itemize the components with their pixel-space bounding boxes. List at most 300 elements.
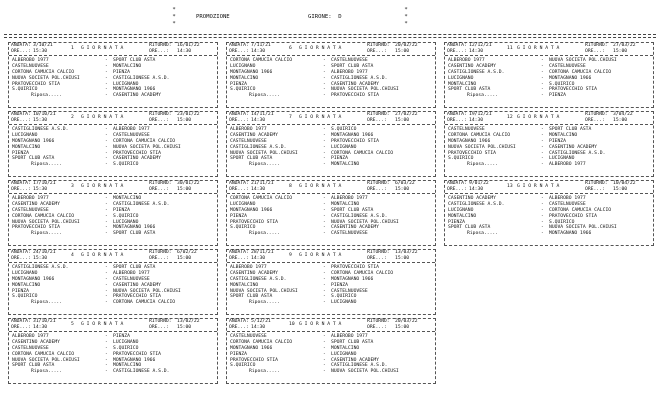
bye-row [227,231,435,237]
ore-label: ORE...: [367,325,387,330]
away-team: S.QUIRICO [331,294,357,300]
match-dash: - [105,132,108,138]
match-dash: - [105,345,108,351]
match-dash: - [105,339,108,345]
andata-date: 3/10/21 [33,43,53,48]
riposa-label: Riposa..... [31,369,63,375]
away-team: PIENZA [113,334,130,339]
match-dash: - [323,369,326,375]
andata-date: 19/12/21 [469,112,492,117]
match-dash: - [323,87,326,93]
home-team: CASENTINO ACADEMY [12,339,60,345]
andata-date: 10/10/21 [33,112,56,117]
away-team: CASTELNUOVESE [331,288,368,294]
andata-label: ANDATA: [229,319,249,324]
ore-label: ORE...: [229,118,249,123]
andata-label: ANDATA: [229,112,249,117]
header-banner [172,6,408,30]
giornata-number: 7 [289,115,292,120]
match-dash: - [323,127,326,132]
ritorno-date: 20/02/22 [395,43,418,48]
riposa-label: Riposa..... [31,300,63,306]
group-label: GIRONE: D [308,14,342,20]
match-dash: - [323,363,326,369]
giornata-number: 13 [507,184,513,189]
andata-time: 15:30 [33,256,48,261]
match-list [227,332,435,375]
away-team: ALBEROBO 1977 [549,196,586,201]
andata-date: 5/12/21 [251,319,271,324]
match-dash: - [105,162,108,168]
away-team: S.QUIRICO [549,81,575,87]
bye-row [9,93,217,99]
away-team: MONTALCINO [549,132,578,138]
card-header [9,319,217,332]
card-header [445,181,653,194]
match-dash: - [105,231,108,237]
match-dash: - [105,357,108,363]
andata-time: 14:30 [469,118,484,123]
home-team: CASTIGLIONESE A.S.D. [448,69,505,75]
andata-date: 12/12/21 [469,43,492,48]
away-team: ALBEROBO 1977 [113,270,150,276]
andata-time: 15:30 [33,187,48,192]
giornata-card [8,180,218,246]
andata-time: 14:30 [251,187,266,192]
ore-label: ORE...: [11,325,31,330]
match-dash: - [323,58,326,63]
ritorno-time: 15:00 [395,49,410,54]
giornata-card [8,249,218,315]
home-team: SPORT CLUB ASTA [12,156,55,162]
away-team: CASTIGLIONESE A.S.D. [331,213,388,219]
riposa-label: Riposa..... [467,93,499,99]
andata-label: ANDATA: [229,181,249,186]
home-team: PIENZA [12,288,29,294]
match-dash: - [105,196,108,201]
match-dash: - [105,69,108,75]
match-dash: - [105,81,108,87]
away-team: CORTONA CAMUCIA CALCIO [549,207,612,213]
ore-label: ORE...: [149,325,169,330]
match-dash: - [323,150,326,156]
away-team: MONTALCINO [331,201,360,207]
giornata-card [444,42,654,108]
home-team: LUCIGNANO [12,270,38,276]
home-team: ALBEROBO 1977 [230,265,267,270]
away-team: PRATOVECCHIO STIA [113,351,161,357]
away-team: MONTALCINO [113,63,142,69]
home-team: MONTAGNANO 1966 [12,138,55,144]
away-team: S.QUIRICO [113,345,139,351]
match-dash: - [105,138,108,144]
match-dash: - [323,207,326,213]
away-team: S.QUIRICO [549,219,575,225]
away-team: CASTELNUOVESE [549,63,586,69]
match-dash: - [323,75,326,81]
match-dash: - [541,213,544,219]
giornata-card [226,249,436,315]
home-team: NUOVA SOCIETA POL.CHIUSI [230,150,298,156]
home-team: SPORT CLUB ASTA [448,87,491,93]
giornata-card [8,42,218,108]
home-team: PIENZA [448,219,465,225]
giornata-number: 5 [71,322,74,327]
match-dash: - [105,282,108,288]
ritorno-time: 15:00 [177,187,192,192]
ritorno-date: 13/02/22 [177,319,200,324]
ritorno-date: 23/01/22 [177,112,200,117]
away-team: PRATOVECCHIO STIA [113,150,161,156]
bye-row [227,162,435,168]
home-team: ALBEROBO 1977 [12,334,49,339]
ore-label: ORE...: [367,49,387,54]
away-team: PRATOVECCHIO STIA [331,138,379,144]
giornata-label: G I O R N A T A [299,115,342,120]
home-team: LUCIGNANO [230,201,256,207]
ritorno-label: RITORNO: [149,181,172,186]
giornata-card [226,318,436,384]
match-dash: - [105,201,108,207]
ritorno-label: RITORNO: [149,112,172,117]
riposa-label: Riposa..... [249,231,281,237]
home-team: CASTELNUOVESE [12,63,49,69]
match-list [445,56,653,99]
match-dash: - [541,231,544,237]
home-team: NUOVA SOCIETA POL.CHIUSI [12,357,80,363]
giornata-card [226,180,436,246]
home-team: MONTALCINO [230,75,259,81]
match-list [227,56,435,99]
home-team: LUCIGNANO [12,132,38,138]
andata-date: 14/11/21 [251,112,274,117]
match-dash: - [105,288,108,294]
home-team: CORTONA CAMUCIA CALCIO [12,69,75,75]
away-team: CORTONA CAMUCIA CALCIO [331,270,394,276]
ritorno-label: RITORNO: [149,319,172,324]
andata-label: ANDATA: [11,112,31,117]
match-dash: - [541,69,544,75]
away-team: CASENTINO ACADEMY [331,225,379,231]
ore-label: ORE...: [11,118,31,123]
ritorno-date: 27/03/22 [613,43,636,48]
home-team: PRATOVECCHIO STIA [12,81,60,87]
match-dash: - [323,345,326,351]
andata-label: ANDATA: [447,43,467,48]
home-team: CASTELNUOVESE [12,207,49,213]
match-dash: - [323,138,326,144]
bye-row [9,231,217,237]
home-team: PIENZA [12,150,29,156]
giornata-card [444,111,654,177]
home-team: PIENZA [230,351,247,357]
away-team: PIENZA [331,282,348,288]
away-team: ALBEROBO 1977 [331,69,368,75]
match-dash: - [323,300,326,306]
away-team: CORTONA CAMUCIA CALCIO [331,150,394,156]
giornata-label: G I O R N A T A [299,253,342,258]
away-team: PIENZA [113,69,130,75]
match-dash: - [323,276,326,282]
bye-row [9,300,217,306]
banner-star: * [404,7,408,13]
match-dash: - [323,231,326,237]
giornata-label: G I O R N A T A [517,115,560,120]
match-list [9,194,217,237]
andata-time: 14:30 [469,49,484,54]
giornata-number: 11 [507,46,513,51]
ore-label: ORE...: [367,118,387,123]
home-team: LUCIGNANO [230,63,256,69]
away-team: MONTALCINO [331,345,360,351]
andata-date: 28/11/21 [251,250,274,255]
home-team: CASTELNUOVESE [12,345,49,351]
away-team: CASTIGLIONESE A.S.D. [331,75,388,81]
giornata-card [226,42,436,108]
home-team: PRATOVECCHIO STIA [448,150,496,156]
home-team: CASTELNUOVESE [448,127,485,132]
ore-label: ORE...: [149,187,169,192]
riposa-label: Riposa..... [249,369,281,375]
home-team: MONTAGNANO 1966 [12,276,55,282]
top-rule [4,34,656,35]
andata-time: 14:30 [251,325,266,330]
ore-label: ORE...: [229,49,249,54]
match-dash: - [541,201,544,207]
match-dash: - [541,207,544,213]
home-team: CASTIGLIONESE A.S.D. [12,265,69,270]
match-dash: - [541,58,544,63]
andata-label: ANDATA: [11,319,31,324]
ore-label: ORE...: [367,187,387,192]
home-team: LUCIGNANO [448,207,474,213]
away-team: SPORT CLUB ASTA [331,63,374,69]
match-dash: - [105,225,108,231]
home-team: S.QUIRICO [230,363,256,369]
bye-team: SPORT CLUB ASTA [113,231,156,237]
giornata-number: 2 [71,115,74,120]
giornata-number: 10 [289,322,295,327]
ritorno-time: 15:00 [177,256,192,261]
match-dash: - [323,351,326,357]
giornata-label: G I O R N A T A [517,46,560,51]
home-team: S.QUIRICO [230,87,256,93]
away-team: CASTELNUOVESE [331,58,368,63]
ore-label: ORE...: [11,49,31,54]
away-team: LUCIGNANO [113,339,139,345]
card-header [227,250,435,263]
away-team: CASTELNUOVESE [113,132,150,138]
match-dash: - [323,132,326,138]
match-dash: - [105,127,108,132]
ritorno-label: RITORNO: [367,250,390,255]
ore-label: ORE...: [447,118,467,123]
ritorno-time: 15:00 [177,325,192,330]
away-team: PRATOVECCHIO STIA [549,87,597,93]
home-team: CASENTINO ACADEMY [230,132,278,138]
ritorno-date: 20/03/22 [395,319,418,324]
away-team: ALBEROBO 1977 [331,196,368,201]
riposa-label: Riposa..... [249,300,281,306]
top-rule [4,37,656,38]
andata-time: 15:30 [33,49,48,54]
match-dash: - [541,150,544,156]
bye-row [445,162,653,168]
match-dash: - [323,81,326,87]
match-dash: - [105,294,108,300]
home-team: CORTONA CAMUCIA CALCIO [12,213,75,219]
card-header [445,112,653,125]
banner-star: * [172,7,176,13]
riposa-label: Riposa..... [31,231,63,237]
bye-row [9,162,217,168]
away-team: PRATOVECCHIO STIA [113,294,161,300]
andata-time: 14:30 [251,256,266,261]
match-dash: - [105,213,108,219]
ore-label: ORE...: [367,256,387,261]
away-team: CASENTINO ACADEMY [113,156,161,162]
match-list [227,263,435,306]
giornata-number: 1 [71,46,74,51]
home-team: CORTONA CAMUCIA CALCIO [448,132,511,138]
match-dash: - [323,196,326,201]
match-dash: - [323,357,326,363]
away-team: MONTALCINO [113,363,142,369]
ritorno-label: RITORNO: [585,181,608,186]
match-dash: - [105,207,108,213]
home-team: CORTONA CAMUCIA CALCIO [230,58,293,63]
away-team: SPORT CLUB ASTA [113,58,156,63]
giornata-label: G I O R N A T A [299,184,342,189]
home-team: CASENTINO ACADEMY [448,63,496,69]
away-team: SPORT CLUB ASTA [549,127,592,132]
andata-date: 9/01/22 [469,181,489,186]
home-team: CASTIGLIONESE A.S.D. [230,276,287,282]
away-team: PIENZA [331,156,348,162]
ritorno-date: 10/04/22 [613,181,636,186]
bye-row [227,300,435,306]
riposa-label: Riposa..... [31,162,63,168]
away-team: ALBEROBO 1977 [331,334,368,339]
giornata-label: G I O R N A T A [299,322,342,327]
ritorno-time: 15:00 [177,118,192,123]
andata-time: 15:30 [33,118,48,123]
home-team: MONTAGNANO 1966 [230,207,273,213]
match-dash: - [105,351,108,357]
home-team: ALBEROBO 1977 [12,58,49,63]
ritorno-label: RITORNO: [149,250,172,255]
ore-label: ORE...: [585,187,605,192]
match-list [227,125,435,168]
home-team: MONTALCINO [12,282,41,288]
away-team: CASTIGLIONESE A.S.D. [113,201,170,207]
andata-date: 7/11/21 [251,43,271,48]
card-header [227,43,435,56]
away-team: NUOVA SOCIETA POL.CHIUSI [113,144,181,150]
ore-label: ORE...: [149,118,169,123]
home-team: CASENTINO ACADEMY [448,196,496,201]
andata-time: 14:30 [251,49,266,54]
away-team: CASTIGLIONESE A.S.D. [113,75,170,81]
home-team: MONTALCINO [448,213,477,219]
ritorno-date: 16/01/22 [177,43,200,48]
andata-time: 14:30 [33,325,48,330]
match-dash: - [541,144,544,150]
match-dash: - [105,300,108,306]
match-dash: - [105,75,108,81]
ritorno-time: 15:00 [395,256,410,261]
home-team: PRATOVECCHIO STIA [230,357,278,363]
away-team: CASENTINO ACADEMY [331,81,379,87]
away-team: CORTONA CAMUCIA CALCIO [113,138,176,144]
away-team: PIENZA [113,207,130,213]
home-team: CORTONA CAMUCIA CALCIO [230,196,293,201]
home-team: S.QUIRICO [12,87,38,93]
andata-label: ANDATA: [447,112,467,117]
match-dash: - [323,270,326,276]
bye-team: CORTONA CAMUCIA CALCIO [113,300,176,306]
giornata-card [8,111,218,177]
home-team: S.QUIRICO [448,156,474,162]
away-team: MONTAGNANO 1966 [331,276,374,282]
card-header [9,250,217,263]
away-team: CASTELNUOVESE [113,276,150,282]
bye-row [445,93,653,99]
riposa-label: Riposa..... [467,162,499,168]
giornata-number: 8 [289,184,292,189]
ritorno-time: 14:30 [177,49,192,54]
riposa-label: Riposa..... [249,162,281,168]
bye-row [9,369,217,375]
ritorno-time: 15:00 [613,49,628,54]
ore-label: ORE...: [11,187,31,192]
bye-team: CASTELNUOVESE [331,231,368,237]
ritorno-time: 15:00 [395,187,410,192]
home-team: ALBEROBO 1977 [448,58,485,63]
away-team: CASTIGLIONESE A.S.D. [331,363,388,369]
ritorno-date: 30/01/22 [177,181,200,186]
match-dash: - [105,150,108,156]
home-team: SPORT CLUB ASTA [12,363,55,369]
home-team: S.QUIRICO [12,294,38,300]
home-team: CASTIGLIONESE A.S.D. [230,144,287,150]
away-team: CASTELNUOVESE [549,201,586,207]
ore-label: ORE...: [447,187,467,192]
match-list [9,56,217,99]
andata-label: ANDATA: [447,181,467,186]
away-team: NUOVA SOCIETA POL.CHIUSI [549,58,617,63]
card-header [9,181,217,194]
home-team: CORTONA CAMUCIA CALCIO [12,351,75,357]
match-dash: - [541,75,544,81]
match-dash: - [541,196,544,201]
match-dash: - [323,93,326,99]
home-team: NUOVA SOCIETA POL.CHIUSI [12,219,80,225]
bye-team: LUCIGNANO [331,300,357,306]
ritorno-time: 15:00 [395,118,410,123]
bye-team: PIENZA [549,93,566,99]
away-team: SPORT CLUB ASTA [331,339,374,345]
card-header [9,112,217,125]
andata-date: 31/10/21 [33,319,56,324]
ritorno-label: RITORNO: [585,112,608,117]
ore-label: ORE...: [585,49,605,54]
away-team: SPORT CLUB ASTA [331,207,374,213]
home-team: S.QUIRICO [230,225,256,231]
ritorno-time: 15:00 [613,118,628,123]
away-team: LUCIGNANO [331,144,357,150]
away-team: CASENTINO ACADEMY [331,357,379,363]
